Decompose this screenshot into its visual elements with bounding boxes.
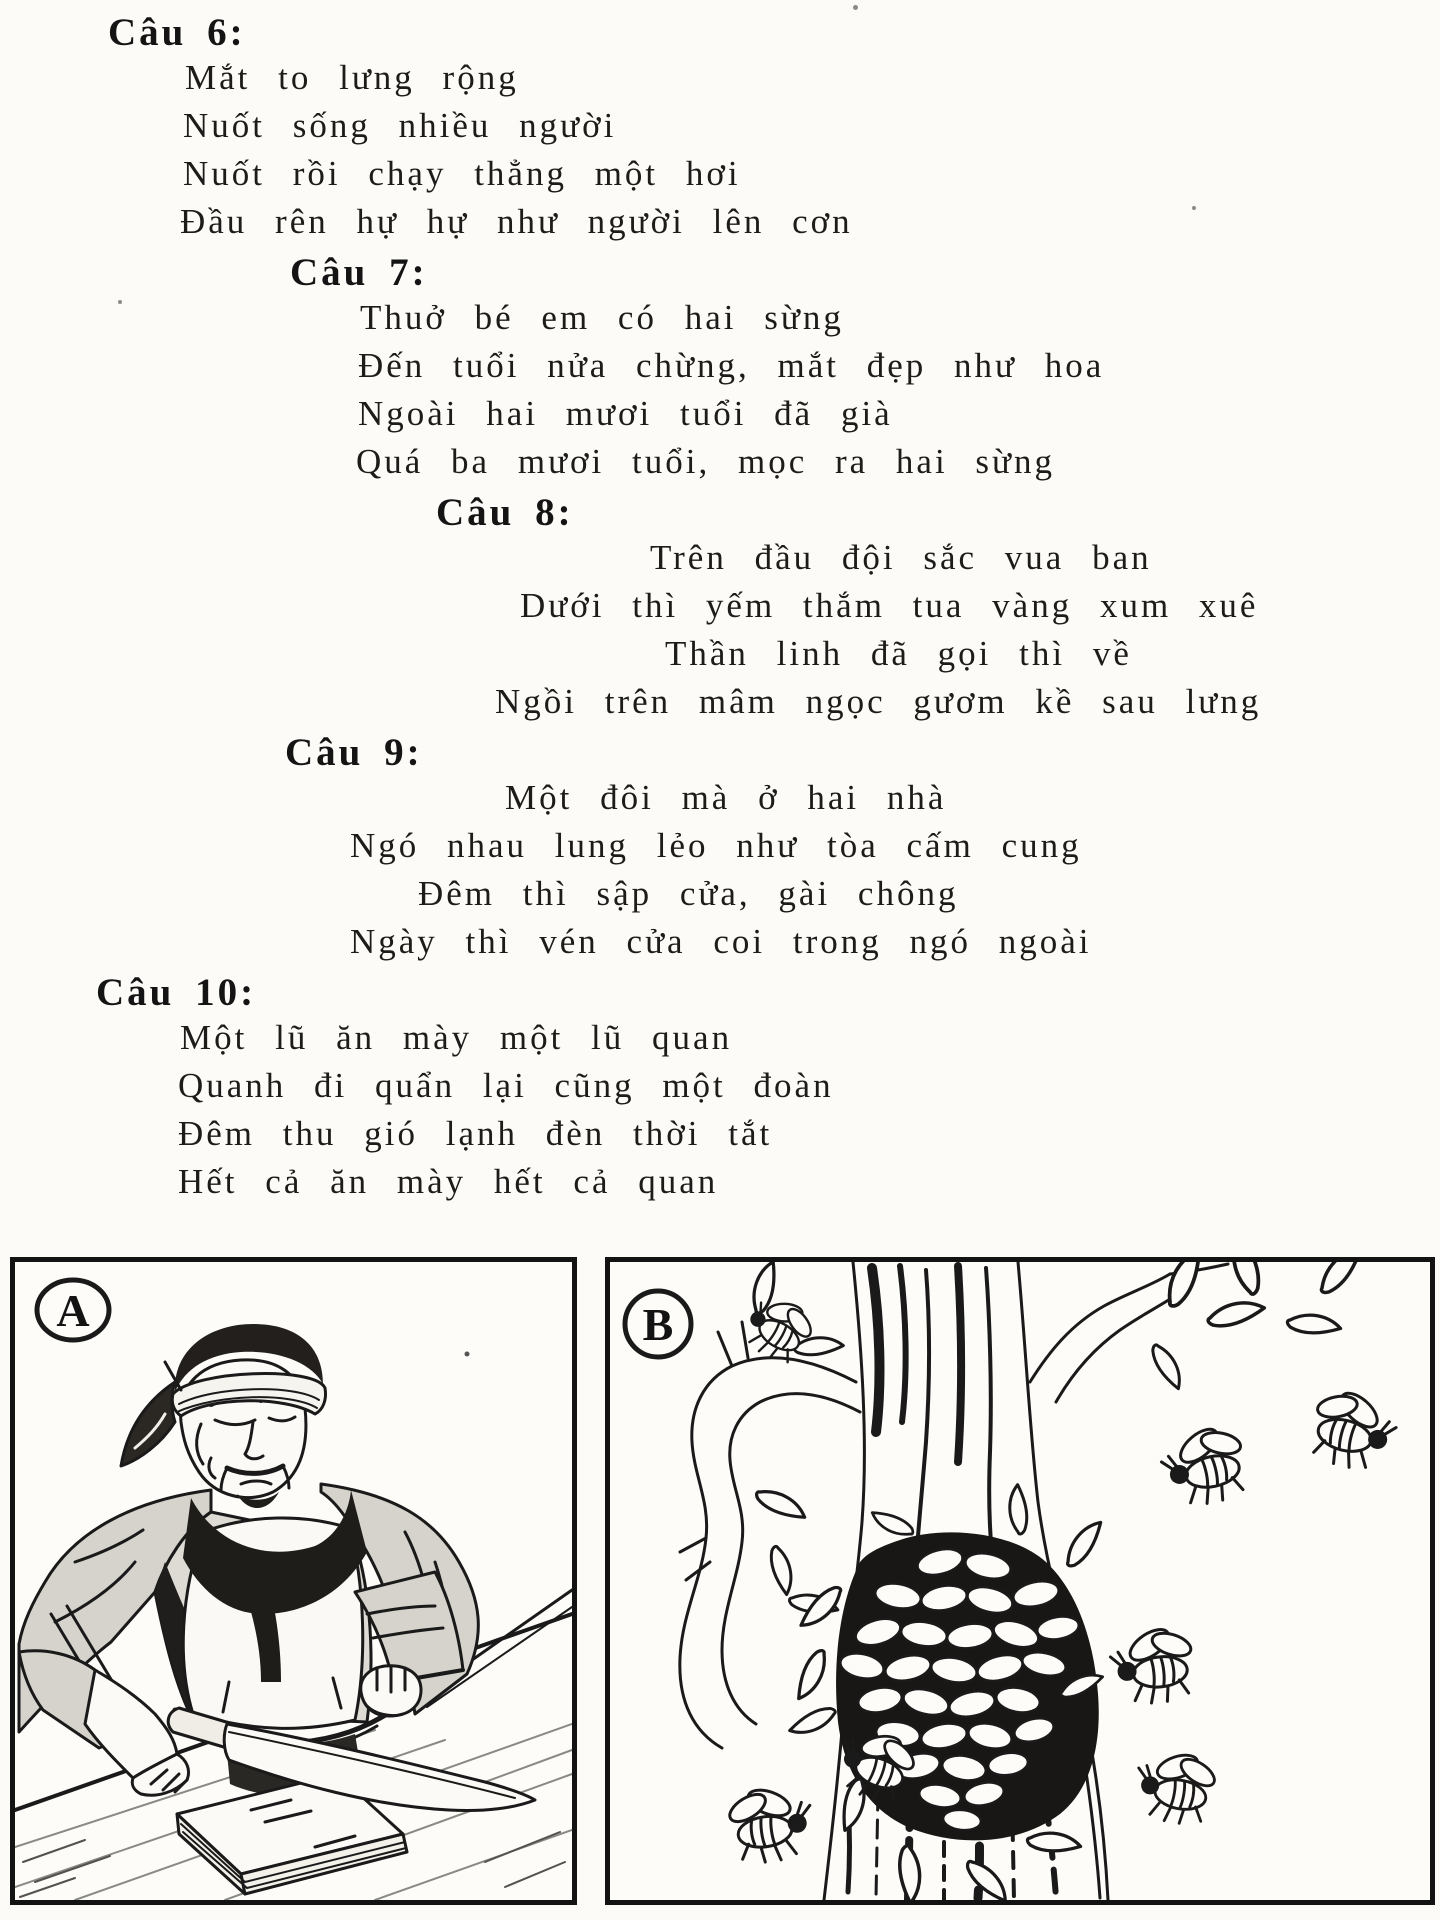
left-branch — [680, 1322, 860, 1748]
scan-speck — [1192, 206, 1196, 210]
scan-speck — [118, 300, 122, 304]
scan-speck — [853, 5, 858, 10]
section-heading-cau-7: Câu 7: — [290, 251, 428, 294]
panel-b-label — [625, 1291, 691, 1357]
panel-a-letter: A — [56, 1285, 90, 1336]
left-arm — [19, 1651, 189, 1795]
verse-line: Ngồi trên mâm ngọc gươm kề sau lưng — [495, 682, 1262, 721]
right-branch — [1030, 1264, 1228, 1402]
verse-line: Thần linh đã gọi thì về — [665, 634, 1132, 673]
verse-line: Một lũ ăn mày một lũ quan — [180, 1018, 733, 1057]
verse-line: Đêm thì sập cửa, gài chông — [418, 874, 959, 913]
verse-line: Nuốt sống nhiều người — [183, 106, 617, 145]
section-heading-cau-9: Câu 9: — [285, 731, 423, 774]
verse-line: Ngoài hai mươi tuổi đã già — [358, 394, 893, 433]
top-right-leaves — [1150, 1262, 1370, 1389]
verse-line: Nuốt rồi chạy thẳng một hơi — [183, 154, 741, 193]
verse-line: Đến tuổi nửa chừng, mắt đẹp như hoa — [358, 346, 1105, 385]
verse-line: Dưới thì yếm thắm tua vàng xum xuê — [520, 586, 1259, 625]
section-heading-cau-10: Câu 10: — [96, 971, 257, 1014]
panel-a-illustration — [15, 1262, 572, 1900]
panel-a — [10, 1257, 577, 1905]
verse-line: Ngó nhau lung lẻo như tòa cấm cung — [350, 826, 1082, 865]
section-heading-cau-8: Câu 8: — [436, 491, 574, 534]
verse-line: Đêm thu gió lạnh đèn thời tắt — [178, 1114, 773, 1153]
verse-line: Đầu rên hự hự như người lên cơn — [180, 202, 853, 241]
verse-line: Ngày thì vén cửa coi trong ngó ngoài — [350, 922, 1092, 961]
scan-speck — [465, 1352, 470, 1357]
panel-b — [605, 1257, 1435, 1905]
panel-a-label — [37, 1280, 109, 1340]
verse-line: Quá ba mươi tuổi, mọc ra hai sừng — [356, 442, 1056, 481]
verse-line: Một đôi mà ở hai nhà — [505, 778, 947, 817]
verse-line: Quanh đi quẩn lại cũng một đoàn — [178, 1066, 834, 1105]
panel-b-illustration — [610, 1262, 1430, 1900]
knife — [168, 1708, 535, 1811]
verse-line: Trên đầu đội sắc vua ban — [650, 538, 1152, 577]
verse-line: Hết cả ăn mày hết cả quan — [178, 1162, 719, 1201]
section-heading-cau-6: Câu 6: — [108, 11, 246, 54]
verse-line: Thuở bé em có hai sừng — [360, 298, 844, 337]
panel-b-letter: B — [642, 1299, 674, 1350]
verse-line: Mắt to lưng rộng — [185, 58, 519, 97]
